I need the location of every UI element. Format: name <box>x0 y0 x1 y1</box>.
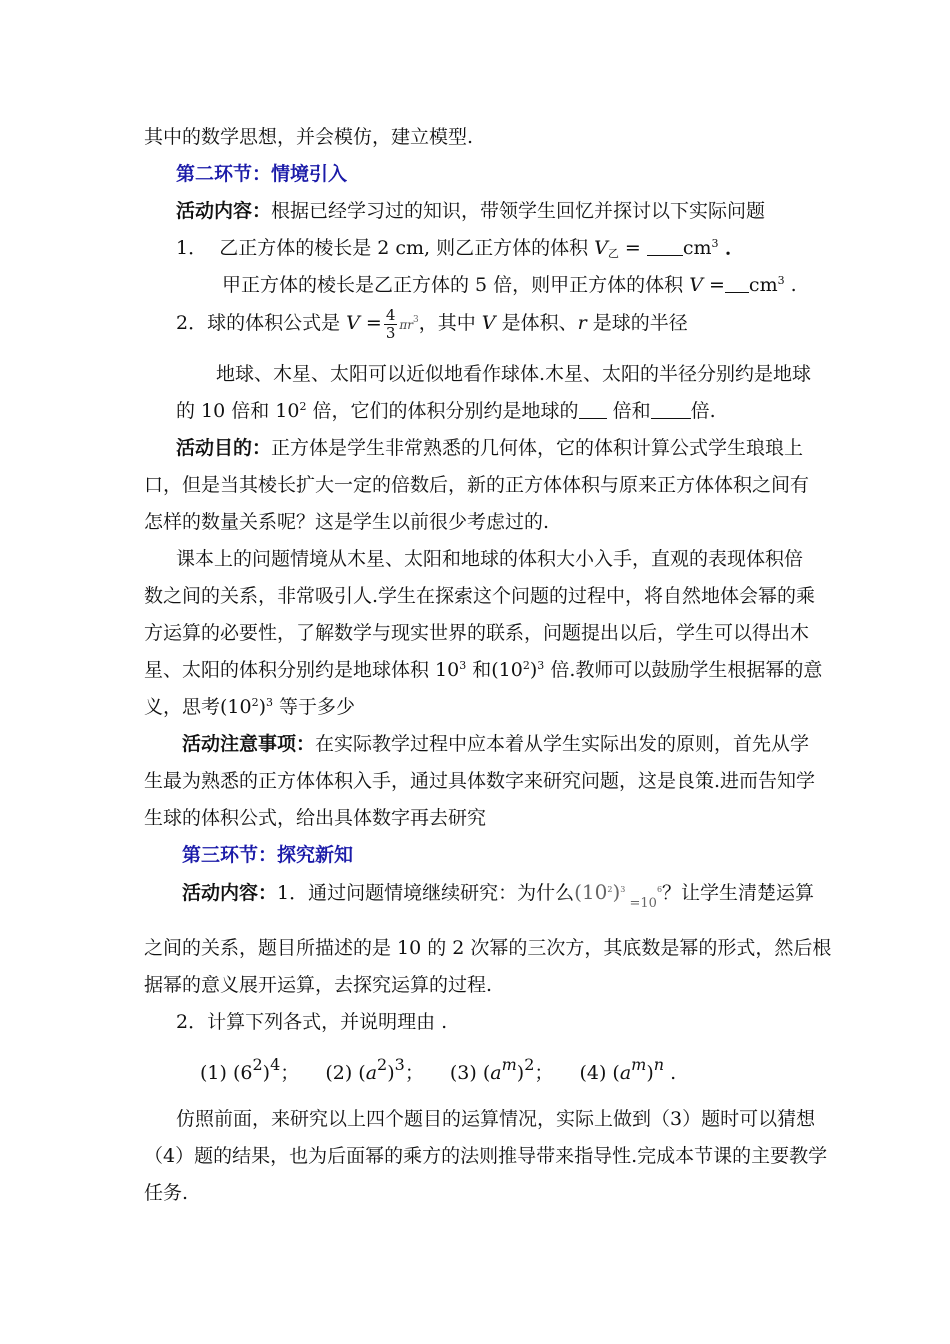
paragraph-text: 等于多少 <box>273 696 356 718</box>
math-exponent: 2 <box>522 659 530 672</box>
paragraph-text: 之间的关系，题目所描述的是 10 的 2 次幂的三次方，其底数是幂的形式，然后根 <box>144 937 832 959</box>
math-exponent: 4 <box>270 1055 281 1074</box>
math-exponent: 3 <box>413 315 419 325</box>
paragraph-text: ) <box>529 659 538 681</box>
paragraph-text: 倍.教师可以鼓励学生根据幂的意 <box>544 659 823 681</box>
paragraph-text: ？让学生清楚运算 <box>662 882 815 904</box>
unit-text: cm <box>682 237 712 259</box>
expr-part: ) <box>516 1062 525 1084</box>
expression-2 <box>325 1055 424 1084</box>
paragraph-text: 其中的数学思想，并会模仿，建立模型. <box>144 126 474 148</box>
paragraph-text: 任务. <box>144 1182 189 1204</box>
expr-part: ； <box>280 1062 300 1084</box>
paragraph-text: 在实际教学过程中应本着从学生实际出发的原则，首先从学 <box>315 733 810 755</box>
formula-part: ) <box>612 880 621 904</box>
expression-4 <box>579 1055 677 1084</box>
activity-text: 根据已经学习过的知识，带领学生回忆并探讨以下实际问题 <box>271 200 766 222</box>
paragraph-text: 口，但是当其棱长扩大一定的倍数后，新的正方体体积与原来正方体体积之间有 <box>144 474 810 496</box>
expressions-row <box>200 1055 676 1092</box>
math-exponent: 3 <box>711 237 719 250</box>
text-line <box>144 1138 827 1175</box>
math-exponent: m <box>631 1055 647 1074</box>
expression-3 <box>449 1055 554 1084</box>
text-line <box>144 800 486 837</box>
text-line <box>144 578 815 615</box>
math-exponent: 3 <box>620 885 626 894</box>
question-text: 甲正方体的棱长是乙正方体的 5 倍，则甲正方体的体积 <box>222 274 690 296</box>
activity-label: 活动内容： <box>176 200 272 222</box>
answer-blank <box>651 400 691 419</box>
text-line <box>176 541 803 578</box>
math-subscript: 乙 <box>607 247 619 260</box>
paragraph-text: 倍，它们的体积分别约是地球的 <box>306 400 579 422</box>
math-exponent: 3 <box>459 659 467 672</box>
section-heading-2 <box>176 156 347 193</box>
answer-blank <box>579 400 607 419</box>
math-exponent: 3 <box>777 274 785 287</box>
paragraph-text: 和(10 <box>466 659 523 681</box>
question-text: 球的体积公式是 <box>207 312 347 334</box>
paragraph-text: 怎样的数量关系呢？这是学生以前很少考虑过的. <box>144 511 550 533</box>
text-line <box>144 504 549 541</box>
math-exponent: 2 <box>524 1055 535 1074</box>
math-exponent: n <box>653 1055 665 1074</box>
activity-notes <box>182 726 809 763</box>
paragraph-text: 正方体是学生非常熟悉的几何体，它的体积计算公式学生琅琅上 <box>271 437 804 459</box>
answer-blank <box>725 274 749 293</box>
punctuation: ． <box>718 237 745 259</box>
math-exponent: m <box>501 1055 517 1074</box>
heading-text: 第三环节：探究新知 <box>182 844 354 866</box>
text-line <box>144 652 822 689</box>
math-variable: a <box>365 1062 378 1084</box>
math-exponent: 2 <box>252 1055 263 1074</box>
heading-text: 第二环节：情境引入 <box>176 163 348 185</box>
expr-part: ) <box>387 1062 395 1084</box>
paragraph-text: 课本上的问题情境从木星、太阳和地球的体积大小入手，直观的表现体积倍 <box>176 548 804 570</box>
text-line <box>216 356 811 393</box>
text-line <box>144 967 492 1004</box>
math-exponent: 2 <box>251 696 259 709</box>
paragraph-text: 星、太阳的体积分别约是地球体积 10 <box>144 659 460 681</box>
paragraph-text: （4）题的结果，也为后面幂的乘方的法则推导带来指导性.完成本节课的主要教学 <box>144 1145 828 1167</box>
question-text: 乙正方体的棱长是 2 cm, 则乙正方体的体积 <box>219 237 595 259</box>
question-number: 2． <box>176 312 208 334</box>
text-line <box>144 763 815 800</box>
formula-part: (10 <box>574 880 608 904</box>
paragraph-text: 倍. <box>690 400 716 422</box>
unit-text: cm <box>748 274 778 296</box>
expr-part: ) <box>646 1062 654 1084</box>
question-text: 是球的半径 <box>586 312 688 334</box>
math-variable: r <box>577 312 587 334</box>
section-heading-3 <box>182 837 353 874</box>
expr-part: (2) ( <box>325 1062 366 1084</box>
math-variable: V <box>689 274 703 296</box>
activity-goal <box>176 430 803 467</box>
math-exponent: 3 <box>394 1055 405 1074</box>
math-variable: V <box>481 312 496 334</box>
expr-part: (4) ( <box>579 1062 620 1084</box>
paragraph-text: 据幂的意义展开运算，去探究运算的过程. <box>144 974 493 996</box>
paragraph-text: 1．通过问题情境继续研究：为什么 <box>277 882 575 904</box>
math-exponent: 6 <box>656 885 663 894</box>
text-line <box>176 393 716 430</box>
paragraph-text: 数之间的关系，非常吸引人.学生在探索这个问题的过程中，将自然地体会幂的乘 <box>144 585 816 607</box>
text-line <box>144 467 809 504</box>
activity-label: 活动注意事项： <box>182 733 316 755</box>
math-operator: = <box>618 237 647 259</box>
math-operator: = <box>702 274 725 296</box>
expr-part: ； <box>404 1062 424 1084</box>
math-variable: a <box>619 1062 632 1084</box>
answer-blank <box>647 237 683 256</box>
paragraph-text: 生最为熟悉的正方体体积入手，通过具体数字来研究问题，这是良策.进而告知学 <box>144 770 816 792</box>
text-line <box>144 930 831 967</box>
question-text: 是体积、 <box>495 312 578 334</box>
expr-part: (1) (6 <box>200 1062 253 1084</box>
activity-content-3 <box>182 874 814 914</box>
question-number: 1． <box>176 237 208 259</box>
expression-1 <box>200 1055 300 1084</box>
math-exponent: 3 <box>266 696 274 709</box>
punctuation: . <box>784 274 797 296</box>
inline-formula <box>574 880 663 911</box>
math-exponent: 2 <box>299 400 307 413</box>
question-2 <box>176 305 688 349</box>
activity-content <box>176 193 765 230</box>
activity-label: 活动目的： <box>176 437 272 459</box>
text-line <box>176 1101 815 1138</box>
fraction <box>384 307 398 342</box>
text-line <box>144 119 473 156</box>
expr-part: ； <box>534 1062 554 1084</box>
text-line <box>144 615 809 652</box>
paragraph-text: 生球的体积公式，给出具体数字再去研究 <box>144 807 487 829</box>
paragraph-text: 义，思考(10 <box>144 696 252 718</box>
question-text: ，其中 <box>418 312 482 334</box>
question-1 <box>176 230 744 267</box>
paragraph-text: 方运算的必要性，了解数学与现实世界的联系，问题提出以后，学生可以得出木 <box>144 622 810 644</box>
math-exponent: 2 <box>377 1055 388 1074</box>
formula-part: =10 <box>625 896 657 911</box>
math-pi-r: πr <box>399 318 414 332</box>
fraction-denominator: 3 <box>385 323 396 342</box>
math-variable: V <box>594 237 608 259</box>
expr-part: (3) ( <box>449 1062 491 1084</box>
paragraph-text: 的 10 倍和 10 <box>176 400 300 422</box>
math-exponent: 3 <box>537 659 545 672</box>
text-line <box>144 689 355 726</box>
expr-part: . <box>664 1062 677 1084</box>
text-line <box>144 1175 188 1212</box>
math-variable: a <box>490 1062 502 1084</box>
question-1b <box>222 267 797 304</box>
paragraph-text: ) <box>258 696 267 718</box>
activity-label: 活动内容： <box>182 882 278 904</box>
paragraph-text: 地球、木星、太阳可以近似地看作球体.木星、太阳的半径分别约是地球 <box>216 363 812 385</box>
fraction-numerator: 4 <box>385 305 396 324</box>
math-operator: = <box>359 312 382 334</box>
expr-part: ) <box>262 1062 271 1084</box>
math-exponent: 2 <box>607 885 613 894</box>
math-variable: V <box>346 312 360 334</box>
paragraph-text: 2．计算下列各式，并说明理由 . <box>176 1011 448 1033</box>
paragraph-text: 倍和 <box>606 400 651 422</box>
paragraph-text: 仿照前面，来研究以上四个题目的运算情况，实际上做到（3）题时可以猜想 <box>176 1108 816 1130</box>
text-line <box>176 1004 447 1041</box>
